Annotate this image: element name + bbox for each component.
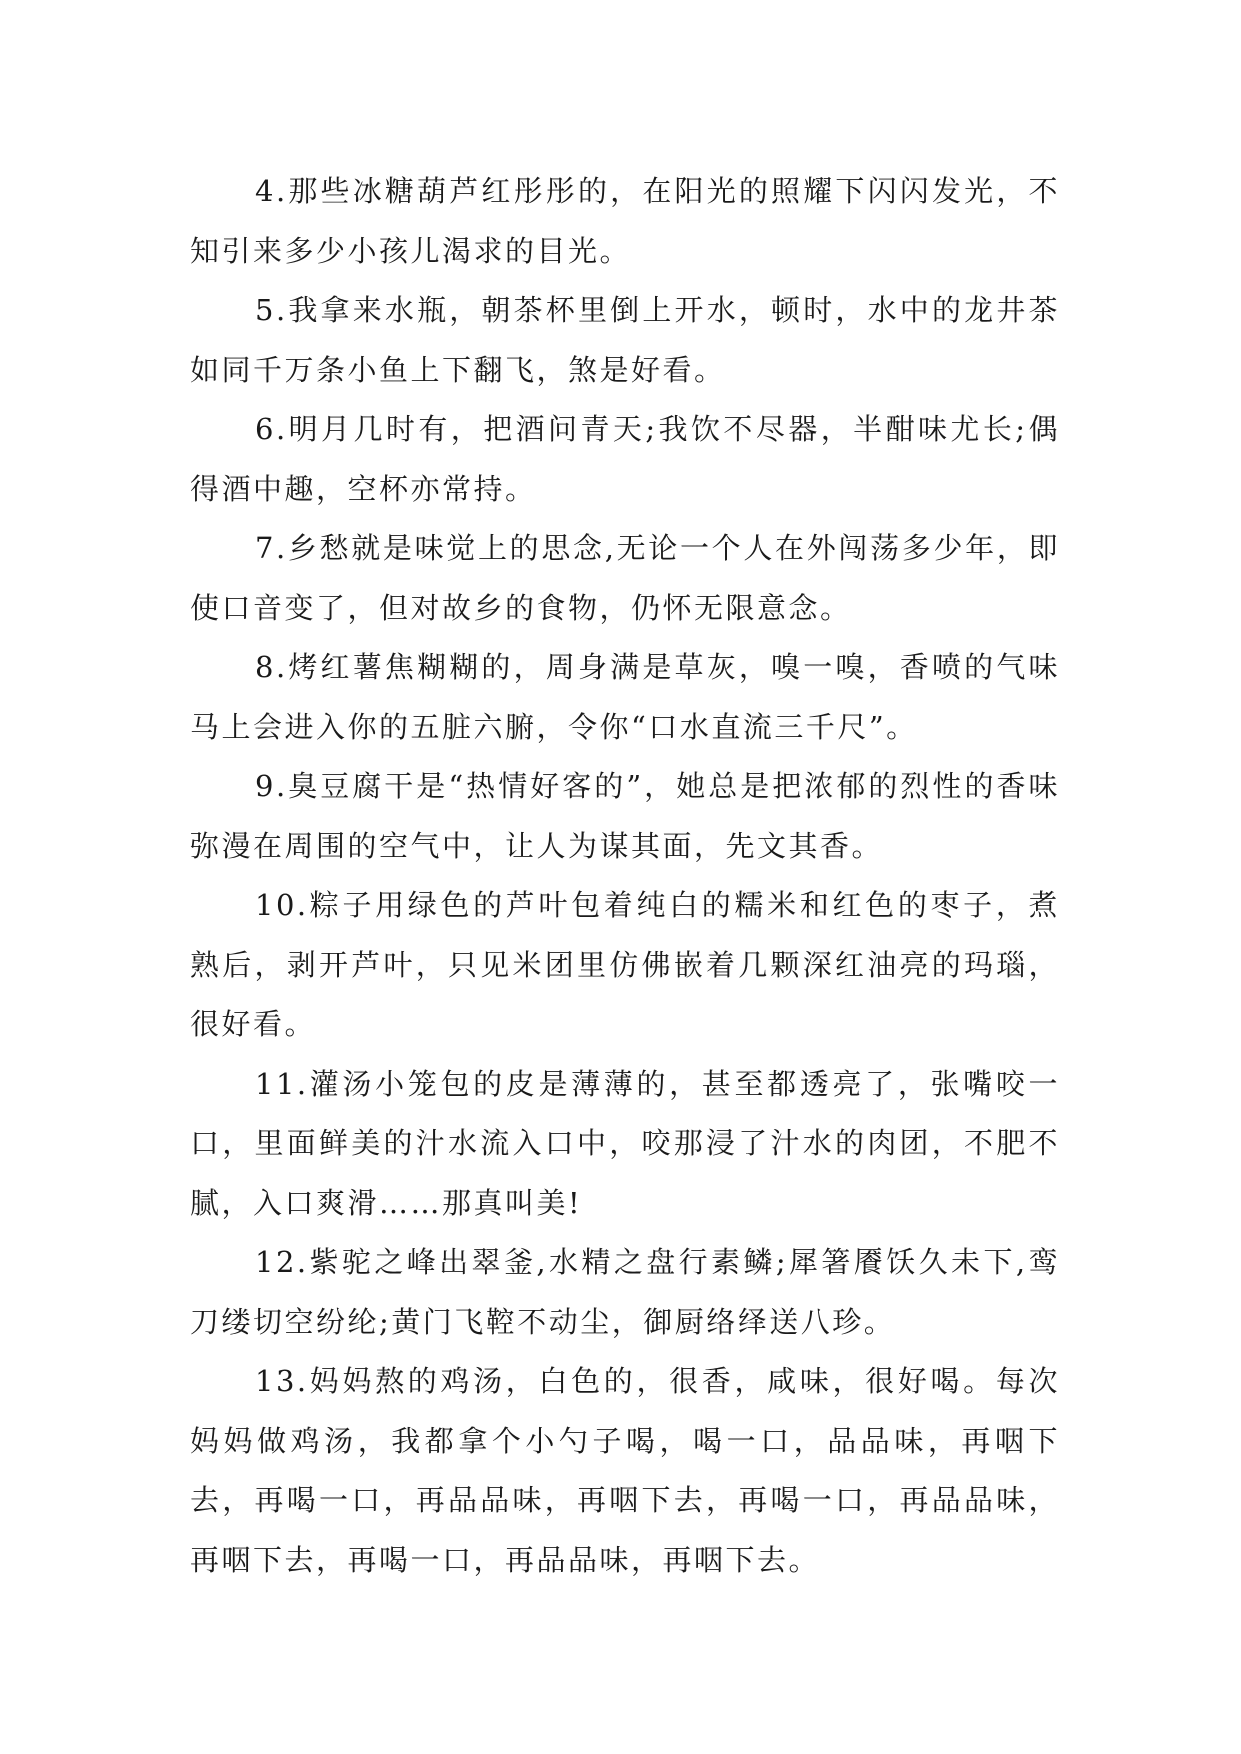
- paragraph-8: 8.烤红薯焦糊糊的，周身满是草灰，嗅一嗅，香喷的气味马上会进入你的五脏六腑，令你“口水直流三千尺”。: [190, 650, 1060, 744]
- paragraph-9: 9.臭豆腐干是“热情好客的”，她总是把浓郁的烈性的香味弥漫在周围的空气中，让人为谋其面，先文其香。: [190, 769, 1060, 863]
- paragraph-12: 12.紫驼之峰出翠釜,水精之盘行素鳞;犀箸餍饫久未下,鸾刀缕切空纷纶;黄门飞鞚不动尘，御厨络绎送八珍。: [190, 1245, 1060, 1339]
- paragraph-6: 6.明月几时有，把酒问青天;我饮不尽器，半酣味尤长;偶得酒中趣，空杯亦常持。: [190, 412, 1060, 506]
- paragraph-10: 10.粽子用绿色的芦叶包着纯白的糯米和红色的枣子，煮熟后，剥开芦叶，只见米团里仿佛嵌着几颗深红油亮的玛瑙，很好看。: [190, 888, 1060, 1041]
- document-body: [190, 162, 1060, 1590]
- paragraph-4: 4.那些冰糖葫芦红彤彤的，在阳光的照耀下闪闪发光，不知引来多少小孩儿渴求的目光。: [190, 174, 1060, 268]
- paragraph-11: 11.灌汤小笼包的皮是薄薄的，甚至都透亮了，张嘴咬一口，里面鲜美的汁水流入口中，咬那浸了汁水的肉团，不肥不腻，入口爽滑……那真叫美!: [190, 1066, 1060, 1220]
- paragraph-13: 13.妈妈熬的鸡汤，白色的，很香，咸味，很好喝。每次妈妈做鸡汤，我都拿个小勺子喝，喝一口，品品味，再咽下去，再喝一口，再品品味，再咽下去，再喝一口，再品品味，再咽下去，再喝一口，再品品味，再咽下去。: [190, 1364, 1060, 1577]
- paragraph-5: 5.我拿来水瓶，朝茶杯里倒上开水，顿时，水中的龙井茶如同千万条小鱼上下翻飞，煞是好看。: [190, 293, 1060, 387]
- paragraph-7: 7.乡愁就是味觉上的思念,无论一个人在外闯荡多少年，即使口音变了，但对故乡的食物，仍怀无限意念。: [190, 531, 1060, 625]
